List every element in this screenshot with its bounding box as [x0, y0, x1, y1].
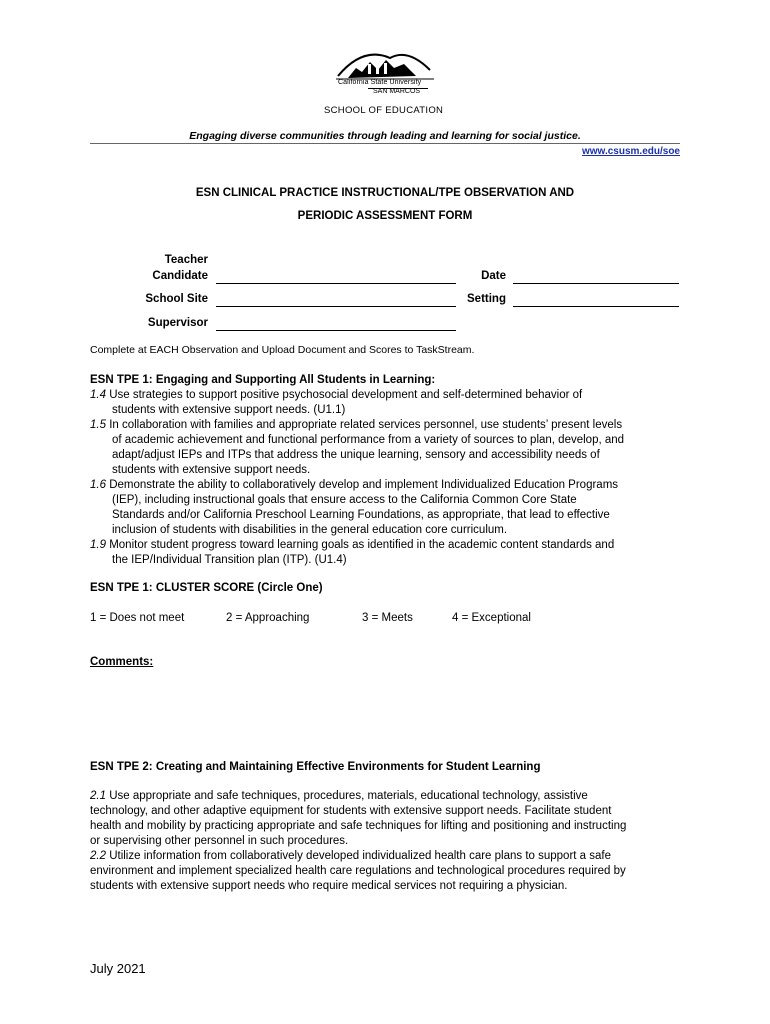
teacher-candidate-field[interactable] [216, 283, 456, 284]
comments-label: Comments: [90, 656, 154, 668]
supervisor-label: Supervisor [147, 317, 208, 329]
setting-field[interactable] [513, 306, 679, 307]
tagline: Engaging diverse communities through leading and learning for social justice. [189, 130, 581, 142]
score-option-3[interactable]: 3 = Meets [362, 612, 413, 624]
logo-school-name: SCHOOL OF EDUCATION [324, 105, 444, 116]
score-option-4[interactable]: 4 = Exceptional [452, 612, 531, 624]
tpe2-item: 2.2 Utilize information from collaboratively developed individualized health care plans to support a safe environment and implement specialized health care regulations and technological procedures required by students with extensive support needs who require medical services not requiring a physician. [90, 850, 626, 892]
tpe2-section [90, 789, 680, 894]
instructions: Complete at EACH Observation and Upload Document and Scores to TaskStream. [90, 344, 475, 356]
header-divider [90, 143, 680, 144]
footer-date: July 2021 [90, 961, 146, 976]
mountain-skyline-icon [318, 48, 452, 82]
tpe1-cluster-heading: ESN TPE 1: CLUSTER SCORE (Circle One) [90, 582, 323, 594]
teacher-label-line2: Candidate [152, 270, 208, 282]
school-site-label: School Site [145, 293, 208, 305]
date-field[interactable] [513, 283, 679, 284]
university-logo [318, 48, 452, 120]
school-site-field[interactable] [216, 306, 456, 307]
setting-label: Setting [467, 293, 506, 305]
date-label: Date [481, 270, 506, 282]
score-option-1[interactable]: 1 = Does not meet [90, 612, 185, 624]
tpe1-item: 1.4 Use strategies to support positive psychosocial development and self-determined behavior of students with extensive support needs. (U1.1) [90, 389, 583, 416]
score-option-2[interactable]: 2 = Approaching [226, 612, 310, 624]
tpe1-item: 1.5 In collaboration with families and appropriate related services personnel, use students’ present levels of academic achievement and functional performance from a variety of sources to plan, develop, and adapt/adjust IEPs and ITPs that address the unique learning, sensory and accessibility needs of students with extensive support needs. [90, 419, 625, 476]
tpe2-item: 2.1 Use appropriate and safe techniques, procedures, materials, educational technology, assistive technology, and other adaptive equipment for students with extensive support needs. Facilitate student health and mobility by practicing appropriate and safe techniques for lifting and positioning and instructing or supervising other personnel in such procedures. [90, 790, 627, 847]
logo-campus-name: SAN MARCOS [373, 88, 421, 95]
website-link[interactable]: www.csusm.edu/soe [582, 146, 680, 157]
teacher-label-line1: Teacher [164, 254, 208, 266]
form-title-line1: ESN CLINICAL PRACTICE INSTRUCTIONAL/TPE OBSERVATION AND [195, 187, 575, 199]
form-title-line2: PERIODIC ASSESSMENT FORM [297, 210, 473, 222]
supervisor-field[interactable] [216, 330, 456, 331]
tpe1-section [90, 373, 680, 568]
tpe2-heading: ESN TPE 2: Creating and Maintaining Effective Environments for Student Learning [90, 761, 541, 773]
logo-university-name: California State University [338, 79, 422, 86]
tpe1-item: 1.9 Monitor student progress toward learning goals as identified in the academic content standards and the IEP/Individual Transition plan (ITP). (U1.4) [90, 539, 615, 566]
tpe1-item: 1.6 Demonstrate the ability to collaboratively develop and implement Individualized Education Programs (IEP), including instructional goals that ensure access to the California Common Core State Standards and/or California Preschool Learning Foundations, as appropriate, that lead to effective inclusion of students with disabilities in the general education core curriculum. [90, 479, 619, 536]
tpe1-heading: ESN TPE 1: Engaging and Supporting All Students in Learning: [90, 374, 436, 386]
